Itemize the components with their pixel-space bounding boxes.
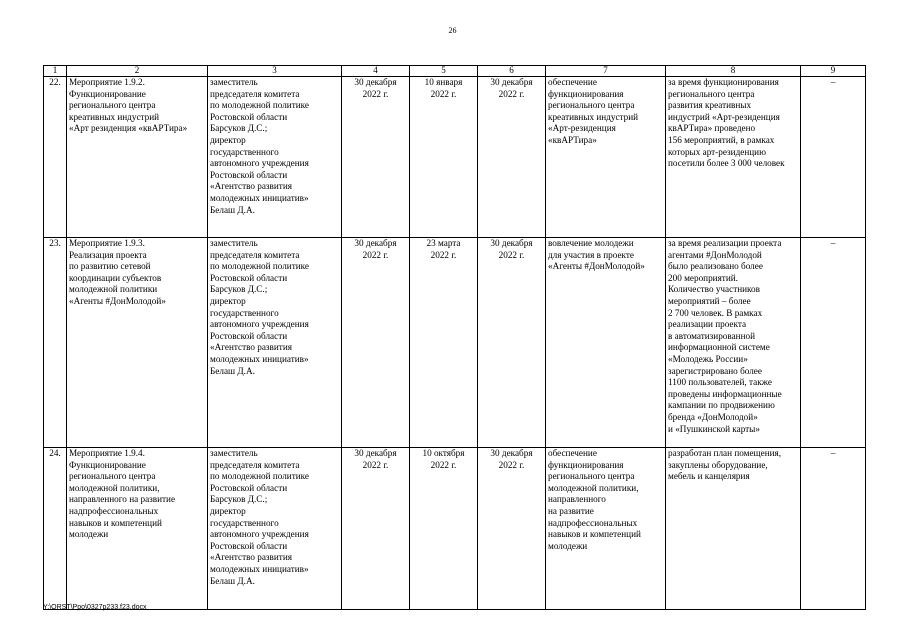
cell-line: Функционирование — [69, 88, 146, 99]
table-header-row — [44, 66, 866, 77]
cell-line: 2022 г. — [498, 459, 525, 470]
cell-line: Количество участников — [668, 284, 760, 295]
cell-line: «Агенты #ДонМолодой» — [69, 295, 166, 306]
cell-line: мероприятий – более — [668, 295, 751, 306]
cell-line: координации субъектов — [69, 272, 162, 283]
cell-line: директор — [210, 134, 246, 145]
cell-line: молодежной политики, — [69, 482, 160, 493]
header-cell: 4 — [342, 66, 410, 77]
cell-line: 10 октября — [422, 448, 465, 458]
event-cell — [67, 448, 208, 610]
cell-line: на развитие — [548, 505, 594, 516]
cell-line: и «Пушкинской карты» — [668, 423, 760, 434]
cell-line: регионального центра — [69, 471, 156, 482]
cell-line: 30 декабря — [490, 77, 533, 87]
cell-line: реализации проекта — [668, 319, 747, 330]
cell-line: 2022 г. — [362, 459, 389, 470]
cell-line: Барсуков Д.С.; — [210, 284, 268, 295]
cell-line: Ростовской области — [210, 482, 288, 493]
cell-line: молодежи — [548, 540, 588, 551]
cell-line: председателя комитета — [210, 249, 300, 260]
cell-line: Функционирование — [69, 459, 146, 470]
cell-line: кампании по продвижению — [668, 400, 775, 411]
cell-line: мебель и канцелярия — [668, 471, 750, 482]
cell-line: посетили более 3 000 человек — [668, 158, 785, 169]
cell-line: 30 декабря — [354, 238, 397, 248]
planned-result-cell — [546, 448, 666, 610]
cell-line: молодежных инициатив» — [210, 563, 309, 574]
cell-line: для участия в проекте — [548, 249, 634, 260]
cell-line: Ростовской области — [210, 540, 288, 551]
note-cell: – — [801, 77, 866, 238]
cell-line: государственного — [210, 517, 279, 528]
cell-line: бренда «ДонМолодой» — [668, 411, 758, 422]
fact-start-date-cell — [410, 77, 478, 238]
cell-line: навыков и компетенций — [548, 529, 641, 540]
cell-line: разработан план помещения, — [668, 448, 782, 458]
header-cell: 8 — [666, 66, 801, 77]
cell-line: «Молодежь России» — [668, 353, 748, 364]
cell-line: Барсуков Д.С.; — [210, 494, 268, 505]
header-cell: 5 — [410, 66, 478, 77]
responsible-cell — [208, 448, 342, 610]
cell-line: по развитию сетевой — [69, 261, 151, 272]
table-row — [44, 238, 866, 448]
cell-line: направленного на развитие — [69, 494, 176, 505]
cell-line: «Агентство развития — [210, 181, 292, 192]
actual-result-cell — [666, 77, 801, 238]
cell-line: Барсуков Д.С.; — [210, 123, 268, 134]
cell-line: 2 700 человек. В рамках — [668, 307, 763, 318]
cell-line: 2022 г. — [498, 249, 525, 260]
header-cell: 6 — [478, 66, 546, 77]
cell-line: 30 декабря — [354, 77, 397, 87]
header-cell: 7 — [546, 66, 666, 77]
cell-line: которых арт-резиденцию — [668, 146, 766, 157]
cell-line: 2022 г. — [362, 88, 389, 99]
row-number-cell: 23. — [44, 238, 67, 448]
cell-line: «квАРТира» — [548, 134, 597, 145]
cell-line: молодежной политики, — [548, 482, 639, 493]
cell-line: председателя комитета — [210, 459, 300, 470]
cell-line: Белаш Д.А. — [210, 575, 255, 586]
cell-line: 10 января — [424, 77, 463, 87]
header-cell: 3 — [208, 66, 342, 77]
cell-line: государственного — [210, 146, 279, 157]
event-cell — [67, 77, 208, 238]
cell-line: Ростовской области — [210, 272, 288, 283]
note-cell: – — [801, 448, 866, 610]
cell-line: молодежных инициатив» — [210, 353, 309, 364]
cell-line: регионального центра — [548, 100, 635, 111]
cell-line: обеспечение — [548, 77, 597, 87]
cell-line: Белаш Д.А. — [210, 204, 255, 215]
cell-line: зарегистрировано более — [668, 365, 762, 376]
actual-result-cell — [666, 448, 801, 610]
cell-line: директор — [210, 295, 246, 306]
cell-line: регионального центра — [548, 471, 635, 482]
cell-line: автономного учреждения — [210, 319, 309, 330]
cell-line: 2022 г. — [362, 249, 389, 260]
fact-end-date-cell — [478, 77, 546, 238]
cell-line: молодежной политики — [69, 284, 158, 295]
header-cell: 9 — [801, 66, 866, 77]
cell-line: было реализовано более — [668, 261, 763, 272]
cell-line: по молодежной политике — [210, 100, 309, 111]
cell-line: агентами #ДонМолодой — [668, 249, 762, 260]
cell-line: Ростовской области — [210, 111, 288, 122]
cell-line: креативных индустрий — [69, 111, 160, 122]
page-number: 26 — [448, 26, 457, 35]
fact-start-date-cell — [410, 238, 478, 448]
report-table — [43, 65, 866, 610]
file-path-footer: Y:\ORST\Ppo\0327p233.f23.docx — [43, 604, 147, 611]
cell-line: 200 мероприятий. — [668, 272, 738, 283]
cell-line: Мероприятие 1.9.3. — [69, 238, 145, 248]
responsible-cell — [208, 238, 342, 448]
cell-line: надпрофессиональных — [548, 517, 638, 528]
row-number-cell: 22. — [44, 77, 67, 238]
cell-line: в автоматизированной — [668, 330, 756, 341]
cell-line: заместитель — [210, 238, 258, 248]
cell-line: 2022 г. — [430, 249, 457, 260]
plan-end-date-cell — [342, 77, 410, 238]
cell-line: директор — [210, 505, 246, 516]
cell-line: информационной системе — [668, 342, 770, 353]
cell-line: государственного — [210, 307, 279, 318]
cell-line: индустрий «Арт-резиденция — [668, 111, 780, 122]
cell-line: надпрофессиональных — [69, 505, 159, 516]
planned-result-cell — [546, 238, 666, 448]
cell-line: 23 марта — [426, 238, 461, 248]
cell-line: председателя комитета — [210, 88, 300, 99]
cell-line: функционирования — [548, 88, 624, 99]
cell-line: «Агентство развития — [210, 552, 292, 563]
header-cell: 1 — [44, 66, 67, 77]
cell-line: по молодежной политике — [210, 261, 309, 272]
cell-line: заместитель — [210, 448, 258, 458]
cell-line: квАРТира» проведено — [668, 123, 756, 134]
cell-line: креативных индустрий — [548, 111, 639, 122]
cell-line: развития креативных — [668, 100, 752, 111]
cell-line: «Агенты #ДонМолодой» — [548, 261, 645, 272]
cell-line: по молодежной политике — [210, 471, 309, 482]
cell-line: молодежи — [69, 529, 109, 540]
cell-line: регионального центра — [69, 100, 156, 111]
cell-line: за время функционирования — [668, 77, 779, 87]
cell-line: 30 декабря — [490, 448, 533, 458]
cell-line: вовлечение молодежи — [548, 238, 634, 248]
cell-line: Белаш Д.А. — [210, 365, 255, 376]
fact-start-date-cell — [410, 448, 478, 610]
cell-line: 30 декабря — [354, 448, 397, 458]
plan-end-date-cell — [342, 448, 410, 610]
cell-line: заместитель — [210, 77, 258, 87]
header-cell: 2 — [67, 66, 208, 77]
fact-end-date-cell — [478, 448, 546, 610]
cell-line: 1100 пользователей, также — [668, 377, 772, 388]
cell-line: Ростовской области — [210, 169, 288, 180]
event-cell — [67, 238, 208, 448]
cell-line: Реализация проекта — [69, 249, 147, 260]
table-row — [44, 77, 866, 238]
cell-line: автономного учреждения — [210, 158, 309, 169]
planned-result-cell — [546, 77, 666, 238]
cell-line: функционирования — [548, 459, 624, 470]
cell-line: направленного — [548, 494, 606, 505]
cell-line: 2022 г. — [430, 459, 457, 470]
plan-end-date-cell — [342, 238, 410, 448]
cell-line: 2022 г. — [430, 88, 457, 99]
fact-end-date-cell — [478, 238, 546, 448]
table-row — [44, 448, 866, 610]
cell-line: Мероприятие 1.9.2. — [69, 77, 145, 87]
cell-line: за время реализации проекта — [668, 238, 782, 248]
cell-line: закуплены оборудование, — [668, 459, 768, 470]
cell-line: проведены информационные — [668, 388, 782, 399]
row-number-cell: 24. — [44, 448, 67, 610]
cell-line: молодежных инициатив» — [210, 192, 309, 203]
cell-line: «Агентство развития — [210, 342, 292, 353]
cell-line: обеспечение — [548, 448, 597, 458]
cell-line: 30 декабря — [490, 238, 533, 248]
responsible-cell — [208, 77, 342, 238]
cell-line: «Арт-резиденция — [548, 123, 616, 134]
cell-line: 156 мероприятий, в рамках — [668, 134, 775, 145]
cell-line: 2022 г. — [498, 88, 525, 99]
cell-line: «Арт резиденция «квАРТира» — [69, 123, 188, 134]
cell-line: Ростовской области — [210, 330, 288, 341]
note-cell: – — [801, 238, 866, 448]
cell-line: автономного учреждения — [210, 529, 309, 540]
cell-line: регионального центра — [668, 88, 755, 99]
actual-result-cell — [666, 238, 801, 448]
cell-line: Мероприятие 1.9.4. — [69, 448, 145, 458]
cell-line: навыков и компетенций — [69, 517, 162, 528]
